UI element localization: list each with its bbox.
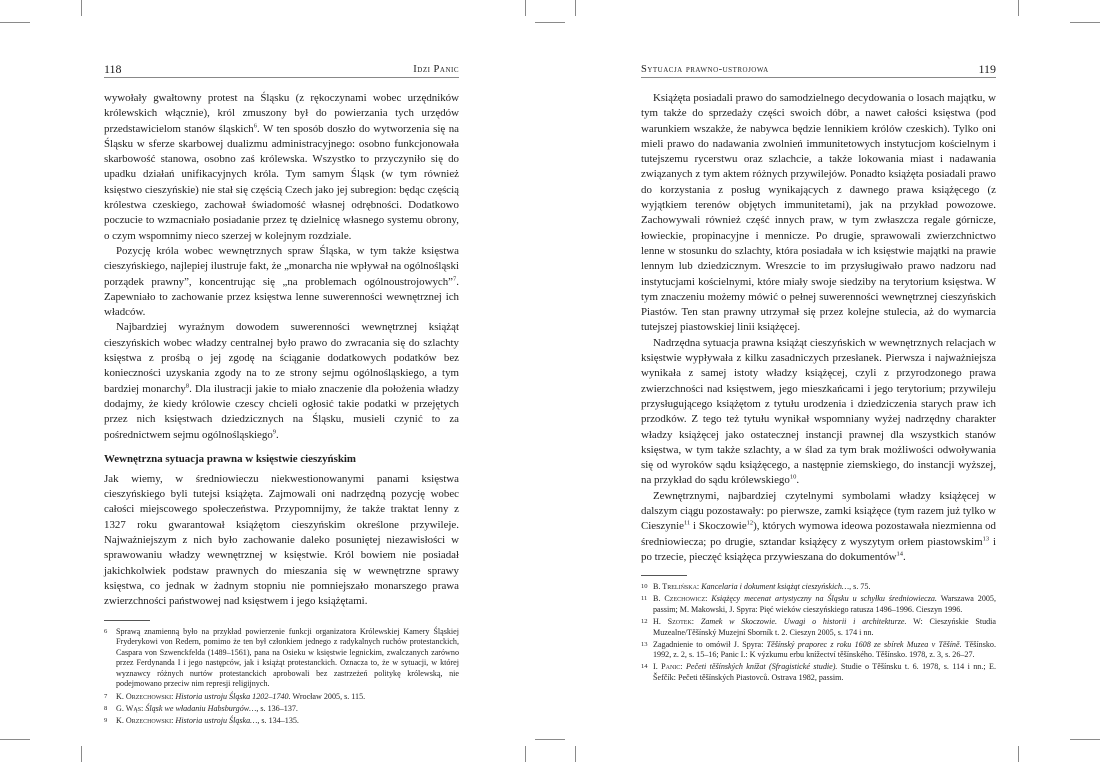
footnote-ref[interactable]: 7 — [453, 274, 457, 282]
footnote-ref[interactable]: 10 — [789, 473, 797, 481]
crop-mark — [0, 739, 30, 740]
crop-mark — [575, 0, 576, 16]
footnote: 12 H. Szotek: Zamek w Skoczowie. Uwagi o historii i architekturze. W: Cieszyńskie Studia Muzealne/Těšínský Muzejní Sborník t. 2. Cieszyn 2005, s. 174 i nn. — [641, 616, 997, 637]
paragraph: Jak wiemy, w średniowieczu niekwestionowanymi panami księstwa cieszyńskiego byli tutejsi książęta. Zajmowali oni nadrzędną pozycję wobec całości miejscowego społeczeństwa. Przypomnijmy, że także traktat lenny z 1327 roku gwarantował książętom cieszyńskim określone przywileje. Najważniejszym z nich było zachowanie daleko posuniętej niezawisłości w sprawowaniu władzy wewnętrznej w księstwie. Król bowiem nie posiadał jakichkolwiek podstaw prawnych do mieszania się w wewnętrzne sprawy księstwa, co jednak w żadnym stopniu nie pomniejszało monarszego prawa zwierzchności państwowej nad księstwem i jego książętami. — [104, 472, 459, 608]
footnote: 10 B. Trelińska: Kancelaria i dokument książąt cieszyńskich…, s. 75. — [641, 582, 871, 592]
header-rule — [641, 77, 996, 78]
page-number: 119 — [978, 62, 996, 76]
footnote-ref[interactable]: 13 — [982, 534, 990, 542]
page-number: 118 — [104, 62, 122, 76]
footnote: 11 B. Czechowicz: Książęcy mecenat artystyczny na Śląsku u schyłku średniowiecza. Warszawa 2005, passim; M. Makowski, J. Spyra: Pięć wieków cieszyńskiego ratusza 1496–1996. Cieszyn 1996. — [641, 594, 996, 614]
footnote-ref[interactable]: 11 — [683, 519, 691, 527]
crop-mark — [1018, 0, 1019, 16]
crop-mark — [525, 0, 526, 16]
footnote-ref[interactable]: 9 — [272, 427, 277, 435]
crop-mark — [1018, 746, 1019, 762]
running-head: Sytuacja prawno-ustrojowa — [641, 64, 769, 75]
footnote: 9 K. Orzechowski: Historia ustroju Śląska…, s. 134–135. — [104, 715, 299, 725]
body-text — [104, 91, 459, 610]
footnote: 14 I. Panic: Pečeti těšínských knížat (Sfragistické studie). Studie o Těšínsku t. 6. 1978, s. 114 i nn.; E. Šefčík: Pečeti těšínských Piastovců. Ostrava 1982, passim. — [641, 662, 996, 682]
footnote-ref[interactable]: 8 — [185, 382, 190, 390]
page-header — [104, 62, 459, 78]
page-header — [641, 62, 996, 78]
footnote: 7 K. Orzechowski: Historia ustroju Śląska 1202–1740. Wrocław 2005, s. 115. — [104, 691, 366, 701]
header-rule — [104, 77, 459, 78]
crop-mark — [0, 22, 30, 23]
footnote-ref[interactable]: 14 — [896, 550, 903, 558]
footnotes — [641, 582, 996, 683]
footnote-rule — [104, 620, 150, 621]
crop-mark — [81, 0, 82, 16]
paragraph: Zewnętrznymi, najbardziej czytelnymi symbolami władzy książęcej w dalszym ciągu pozostawały: po pierwsze, zamki książęce (tym razem już tylko w Cieszynie$^{11}$ i Skoczowie$^{12}$), których wymowa ideowa pozostawała niezmienna od średniowiecza; po drugie, sztandar książęcy z wyszytym orłem piastowskim$^{13}$ i po trzecie, pieczęć książęca przywieszana do dokumentów$^{14}$. — [641, 489, 996, 563]
paragraph: Pozycję króla wobec wewnętrznych spraw Śląska, w tym także księstwa cieszyńskiego, najlepiej ilustruje fakt, że „monarcha nie wpływał na ogólnośląski porządek prawny”, koncentrując się „na problemach ogólnoustrojowych”$^7$. Zapewniało to zachowanie przez księstwa lenne suwerenności wewnętrznej ich władców. — [104, 244, 459, 319]
body-text — [641, 91, 996, 565]
paragraph: Nadrzędna sytuacja prawna książąt cieszyńskich w wewnętrznych relacjach w księstwie wypływała z kilku zasadniczych przesłanek. Pierwsza i najważniejsza wynikała z samej istoty władzy książęcej, czyli z przyrodzonego prawa zwierzchności nad księstwem, jego mieszkańcami i jego terytorium; przywileju przysługującego książętom z tytułu urodzenia i dziedziczenia starych praw ich przodków. Z tego też tytułu wynikał wspomniany wyżej nadrzędny charakter władzy książęcej jako ostatecznej instancji prawnej dla wszystkich stanów księstwa, w tym także szlachty, a w ślad za tym brak możliwości odwoływania się od wyroków sądu książęcego, a następnie ziemskiego, do instancji wyższej, na przykład do sądu królewskiego$^{10}$. — [641, 336, 996, 487]
section-heading: Wewnętrzna sytuacja prawna w księstwie cieszyńskim — [104, 452, 356, 465]
footnote: 6 Sprawą znamienną było na przykład powierzenie funkcji organizatora Królewskiej Kamery Śląskiej Fryderykowi von Redern, pomimo że ten był członkiem jednego z radykalnych ruchów protestanckich, Caspara von Szwenckfelda (1489–1561), pana na Osieku w księstwie legnickim, zwalczanych zarówno przez Ferdynanda I i jego następców, jak i książąt protestanckich. Oznacza to, że w sytuacji, w której wyznawcy różnych nurtów protestanckich aprobowali bez zastrzeżeń politykę królewską, nie podejmowano przeciw nim represji religijnych. — [104, 626, 459, 689]
paragraph: Książęta posiadali prawo do samodzielnego decydowania o losach majątku, w tym także do sprzedaży części swoich dóbr, a nawet całości księstwa (pod warunkiem wszakże, że nabywca będzie lennikiem królów czeskich). Tylko oni mieli prawo do nadawania zwolnień immunitetowych instytucjom kościelnym i tutejszemu rycerstwu oraz szlachcie, a także lokowania miast i nadawania związanych z tym aktem różnych przywilejów. Ponadto książęta posiadali prawo do korzystania z posług wynikających z dawnego prawa książęcego (z wyjątkiem terenów objętych immunitetami), jak na przykład powozowe. Zachowywali również część innych praw, w tym zwłaszcza regale górnicze, łowieckie, propinacyjne i mennicze. Po drugie, sprawowali zwierzchnictwo lenne w stosunku do szlachty, która posiadała w ich księstwie majątki na prawie lennym lub dziedzicznym. Wreszcie to im przysługiwało prawo nadzoru nad instytucjami kościelnymi, które miały swoje siedziby na terytorium księstwa. W tym znaczeniu możemy mówić o pełnej suwerenności wewnętrznej cieszyńskich Piastów. Ten stan prawny utrzymał się przez kolejne stulecia, aż do wymarcia tutejszej piastowskiej linii książęcej. — [641, 92, 996, 334]
crop-mark — [1070, 739, 1100, 740]
footnote: 8 G. Wąs: Śląsk we władaniu Habsburgów…, s. 136–137. — [104, 703, 298, 713]
crop-mark — [1070, 22, 1100, 23]
crop-mark — [81, 746, 82, 762]
footnote-ref[interactable]: 12 — [746, 519, 754, 527]
paragraph: Najbardziej wyraźnym dowodem suwerenności wewnętrznej książąt cieszyńskich wobec władzy centralnej było prawo do zwracania się do szlachty księstwa z prośbą o jej zgodę na ściąganie dodatkowych podatków bez konieczności uzyskania zgody na to ze strony sejmu ogólnośląskiego, a tym bardziej monarchy$^8$. Dla ilustracji jakie to miało znaczenie dla położenia władzy dodajmy, że kiedy królowie czescy chcieli ogłosić takie podatki w przejętych przez nich księstwach dziedzicznych na Śląsku, musieli czynić to za pośrednictwem sejmu ogólnośląskiego$^9$. — [104, 321, 459, 441]
crop-mark — [575, 746, 576, 762]
left-page — [104, 62, 459, 728]
footnote: 13 Zagadnienie to omówił J. Spyra: Těšínský praporec z roku 1608 ze sbírek Muzea v Těšíně. Těšínsko. 1992, z. 2, s. 15–16; Panic I.: K výzkumu erbu knížectví těšínského. Těšínsko. 1978, z. 3, s. 26–27. — [641, 639, 996, 660]
running-head: Idzi Panic — [413, 64, 459, 75]
paragraph: wywołały gwałtowny protest na Śląsku (z rękoczynami wobec urzędników królewskich włącznie), król zmuszony był do powierzania tych urzędów przedstawicielom stanów śląskich$^6$. W ten sposób doszło do wytworzenia się na Śląsku w sferze skarbowej dualizmu administracyjnego: osobno funkcjonowała skarbowość stanowa, osobno zaś królewska. Wszystko to przyczyniło się do upadku działań unifikacyjnych króla. Tym samym Śląsk (w tym również księstwo cieszyńskie) nie stał się częścią Czech jako jej subregion: będąc częścią królestwa czeskiego, zachował świadomość własnej odrębności. Dodatkowo poczucie to wzmacniało posiadanie przez tę dzielnicę własnego systemu obrony, o czym wspomnimy nieco szerzej w kolejnym rozdziale. — [104, 92, 459, 242]
crop-mark — [525, 746, 526, 762]
crop-mark — [535, 22, 565, 23]
footnote-ref[interactable]: 6 — [253, 121, 257, 129]
crop-mark — [535, 739, 565, 740]
footnotes — [104, 627, 459, 727]
footnote-rule — [641, 575, 687, 576]
right-page — [641, 62, 996, 685]
